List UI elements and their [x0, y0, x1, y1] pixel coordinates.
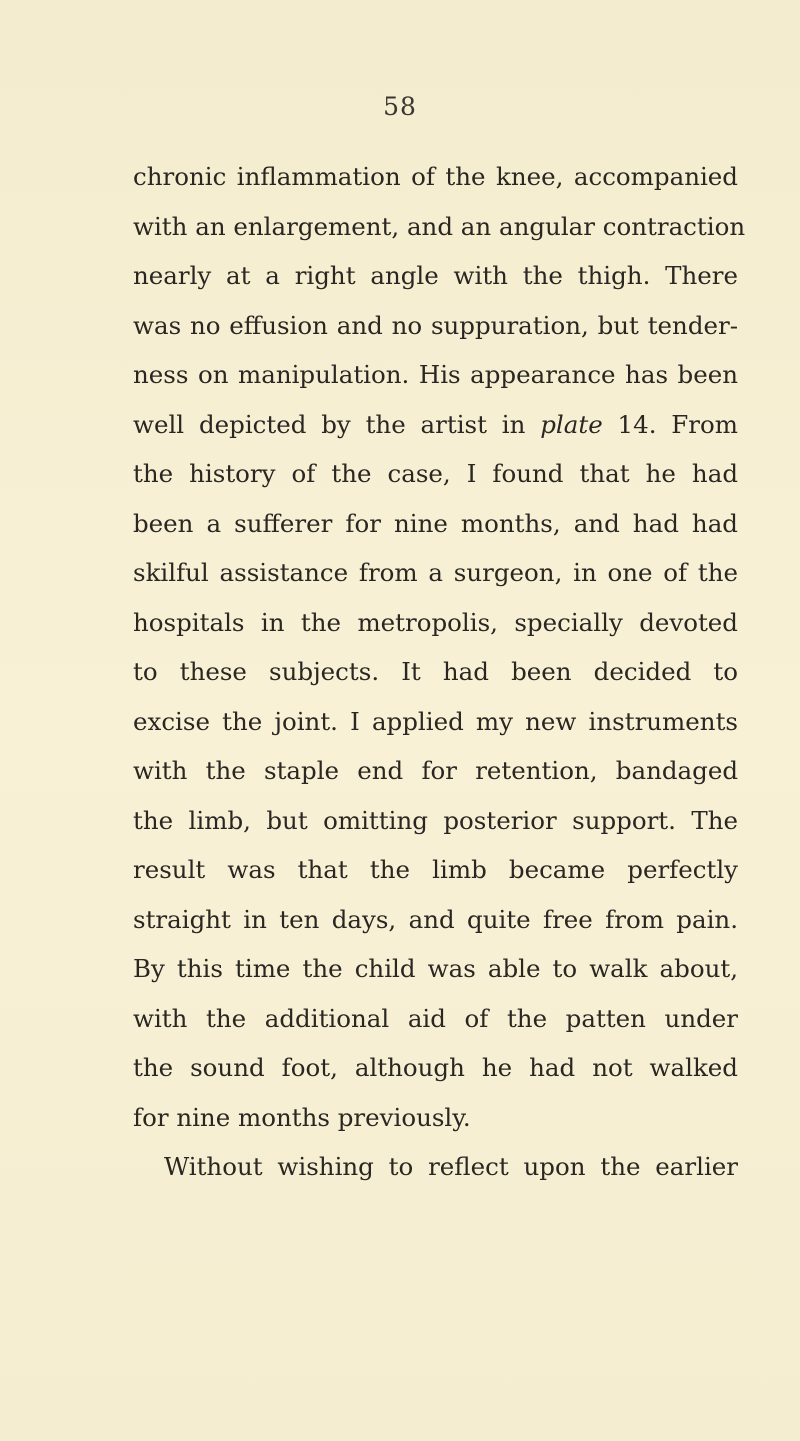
- text-line: been a sufferer for nine months, and had had: [133, 508, 738, 538]
- text-segment: 14. From: [602, 409, 739, 439]
- text-line: nearly at a right angle with the thigh. There: [133, 261, 738, 290]
- text-line: chronic inflammation of the knee, accompanied: [133, 162, 738, 191]
- text-line: was no effusion and no suppuration, but tender-: [133, 310, 738, 340]
- text-line: the sound foot, although he had not walked: [133, 1053, 738, 1082]
- text-line: the history of the case, I found that he had: [133, 459, 738, 488]
- text-line: [133, 400, 738, 450]
- text-line: for nine months previously.: [133, 1102, 471, 1132]
- page-number: 58: [383, 92, 417, 121]
- text-line: the limb, but omitting posterior support. The: [133, 805, 738, 835]
- plate-reference: plate: [540, 409, 603, 439]
- text-segment: well depicted by the artist in: [133, 409, 541, 439]
- text-line: hospitals in the metropolis, specially devoted: [133, 607, 738, 637]
- text-line: straight in ten days, and quite free from pain.: [133, 904, 738, 934]
- text-line: Without wishing to reflect upon the earlier: [164, 1152, 738, 1181]
- text-line: to these subjects. It had been decided to: [133, 657, 738, 686]
- text-line: By this time the child was able to walk about,: [133, 954, 738, 983]
- text-line: skilful assistance from a surgeon, in one of the: [133, 558, 738, 587]
- text-line: with an enlargement, and an angular contraction: [133, 211, 746, 241]
- body-text: [133, 152, 746, 1192]
- text-line: ness on manipulation. His appearance has been: [133, 360, 738, 389]
- text-line: with the staple end for retention, bandaged: [133, 756, 738, 785]
- text-line: excise the joint. I applied my new instruments: [133, 706, 738, 736]
- text-line: with the additional aid of the patten under: [133, 1003, 738, 1033]
- text-line: result was that the limb became perfectly: [133, 855, 738, 884]
